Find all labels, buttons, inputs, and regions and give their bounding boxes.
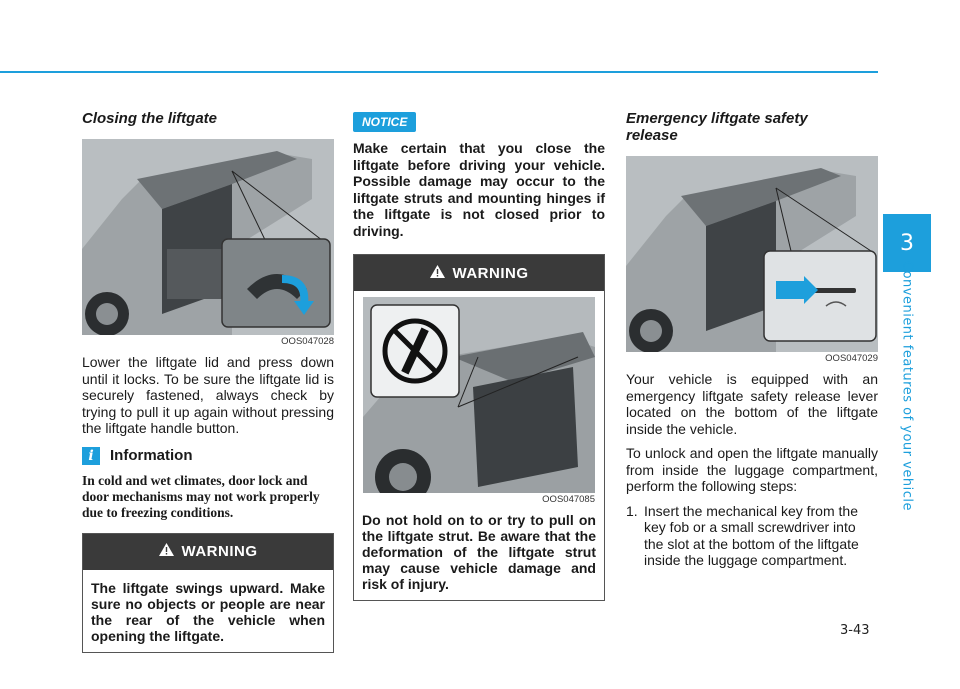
notice-badge: NOTICE — [353, 112, 416, 132]
chapter-number-tab: 3 — [883, 214, 931, 272]
column-notice-warning — [353, 112, 605, 601]
strut-warning-illustration — [363, 297, 595, 493]
information-heading — [82, 447, 334, 465]
liftgate-close-illustration — [82, 139, 334, 335]
section-heading-closing: Closing the liftgate — [82, 110, 217, 127]
warning-box-swing — [82, 533, 334, 653]
page-number: 3-43 — [840, 623, 870, 638]
step-number: 1. — [626, 502, 638, 519]
figure-closing-liftgate — [82, 139, 334, 335]
figure-strut-warning — [363, 297, 595, 493]
warning-text: The liftgate swings upward. Make sure no objects or people are near the rear of the vehicle when opening the liftgate. — [91, 579, 325, 644]
warning-label: WARNING — [452, 264, 529, 282]
closing-body-text: Lower the liftgate lid and press down until it locks. To be sure the liftgate lid is securely fastened, always check by trying to pull it up again without pressing the liftgate handle button. — [82, 354, 334, 436]
warning-header — [83, 534, 333, 570]
info-icon: i — [82, 447, 100, 465]
figure-code: OOS047029 — [825, 353, 878, 364]
emergency-release-illustration — [626, 156, 878, 352]
notice-text: Make certain that you close the liftgate before driving your vehicle. Possible damage may occur to the liftgate struts and mounting hinges if the liftgate is not closed prior to driving. — [353, 140, 605, 239]
information-title: Information — [110, 447, 193, 464]
emergency-para-1: Your vehicle is equipped with an emergency liftgate safety release lever located on the bottom of the liftgate inside the vehicle. — [626, 371, 878, 437]
warning-label: WARNING — [181, 543, 258, 560]
column-closing-liftgate — [82, 110, 334, 653]
column-emergency-release — [626, 110, 878, 569]
header-rule — [0, 71, 878, 73]
chapter-title-text: Convenient features of your vehicle — [899, 261, 915, 511]
figure-emergency-release — [626, 156, 878, 352]
warning-triangle-icon — [159, 543, 174, 560]
section-heading-emergency: Emergency liftgate safety release — [626, 110, 808, 144]
step-item-1 — [626, 503, 878, 569]
emergency-para-2: To unlock and open the liftgate manually from inside the luggage compartment, perform the following steps: — [626, 445, 878, 494]
information-text: In cold and wet climates, door lock and door mechanisms may not work properly due to freezing conditions. — [82, 472, 320, 520]
warning-box-strut — [353, 254, 605, 601]
figure-code: OOS047028 — [281, 336, 334, 347]
figure-code: OOS047085 — [542, 494, 595, 505]
warning-header — [354, 255, 604, 291]
warning-text: Do not hold on to or try to pull on the liftgate strut. Be aware that the deformation of the liftgate strut may cause vehicle damage and risk of injury. — [362, 512, 596, 592]
step-text: Insert the mechanical key from the key fob or a small screwdriver into the slot at the bottom of the liftgate inside the luggage compartment. — [644, 502, 859, 568]
warning-triangle-icon — [430, 265, 445, 282]
chapter-title — [870, 261, 944, 511]
